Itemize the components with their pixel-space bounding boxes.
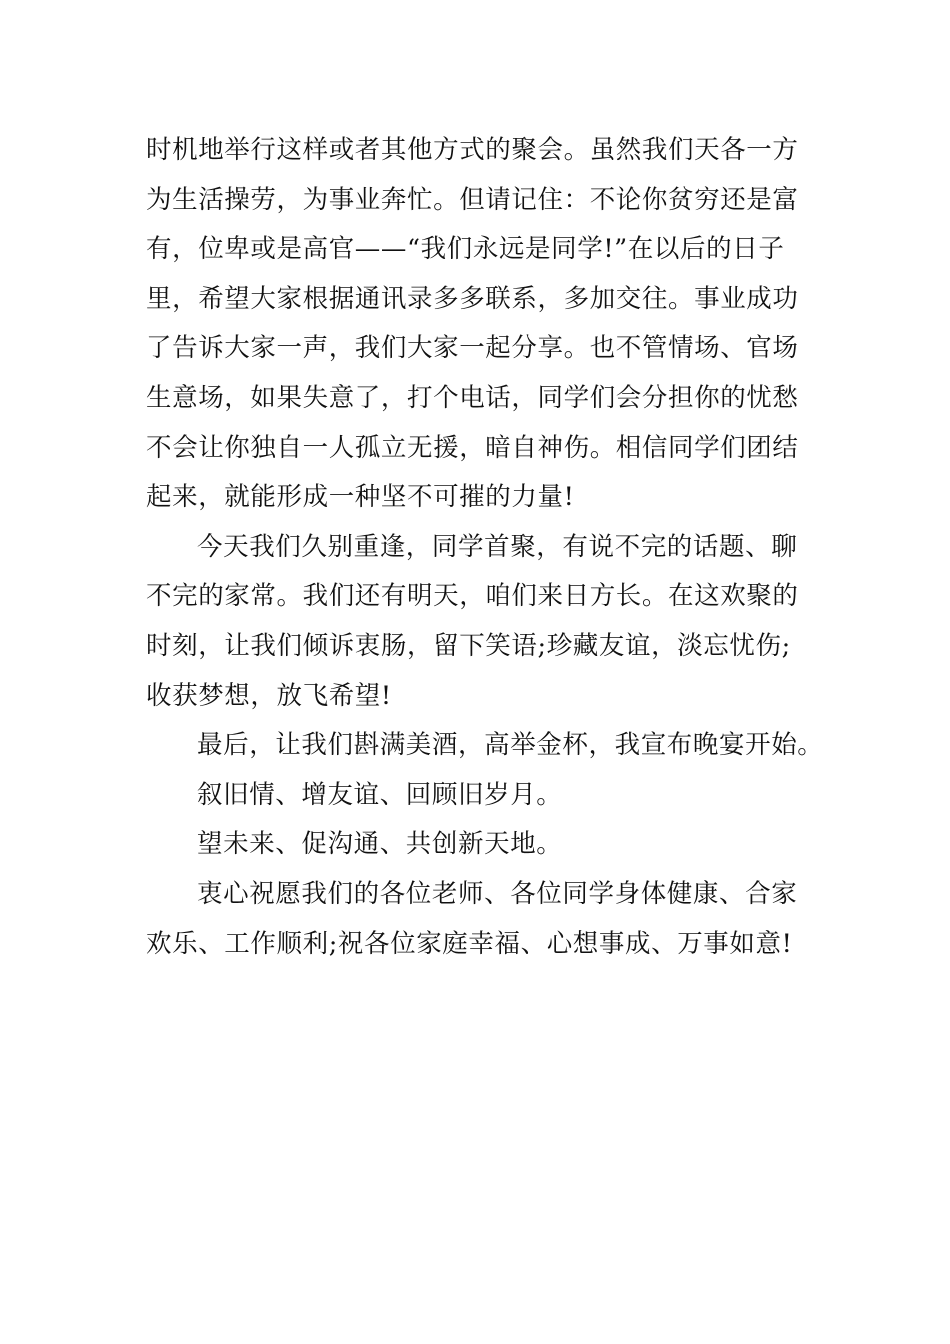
text-line: 衷心祝愿我们的各位老师、各位同学身体健康、合家 bbox=[197, 878, 798, 909]
paragraph-1 bbox=[146, 126, 808, 523]
text-line: 欢乐、工作顺利;祝各位家庭幸福、心想事成、万事如意! bbox=[146, 928, 793, 959]
text-line: 生意场，如果失意了，打个电话，同学们会分担你的忧愁 bbox=[146, 382, 799, 413]
text-line: 了告诉大家一声，我们大家一起分享。也不管情场、官场 bbox=[146, 333, 799, 364]
text-line: 有，位卑或是高官——“我们永远是同学!”在以后的日子 bbox=[146, 234, 785, 265]
paragraph-4 bbox=[146, 771, 808, 821]
text-line: 不会让你独自一人孤立无援，暗自神伤。相信同学们团结 bbox=[146, 432, 799, 463]
text-line: 今天我们久别重逢，同学首聚，有说不完的话题、聊 bbox=[197, 531, 798, 562]
paragraph-5 bbox=[146, 820, 808, 870]
text-line: 里，希望大家根据通讯录多多联系，多加交往。事业成功 bbox=[146, 283, 799, 314]
paragraph-2 bbox=[146, 523, 808, 721]
text-line: 望未来、促沟通、共创新天地。 bbox=[197, 829, 563, 860]
text-line: 叙旧情、增友谊、回顾旧岁月。 bbox=[197, 779, 563, 810]
text-line: 时刻，让我们倾诉衷肠，留下笑语;珍藏友谊，淡忘忧伤; bbox=[146, 630, 791, 661]
text-line: 收获梦想，放飞希望! bbox=[146, 680, 392, 711]
document-body bbox=[146, 126, 824, 969]
paragraph-6 bbox=[146, 870, 808, 969]
text-line: 为生活操劳，为事业奔忙。但请记住：不论你贫穷还是富 bbox=[146, 184, 799, 215]
text-line: 起来，就能形成一种坚不可摧的力量! bbox=[146, 482, 575, 513]
text-line: 不完的家常。我们还有明天，咱们来日方长。在这欢聚的 bbox=[146, 581, 799, 612]
text-line: 时机地举行这样或者其他方式的聚会。虽然我们天各一方 bbox=[146, 135, 799, 165]
text-line: 最后，让我们斟满美酒，高举金杯，我宣布晚宴开始。 bbox=[197, 730, 824, 761]
paragraph-3 bbox=[146, 721, 824, 771]
